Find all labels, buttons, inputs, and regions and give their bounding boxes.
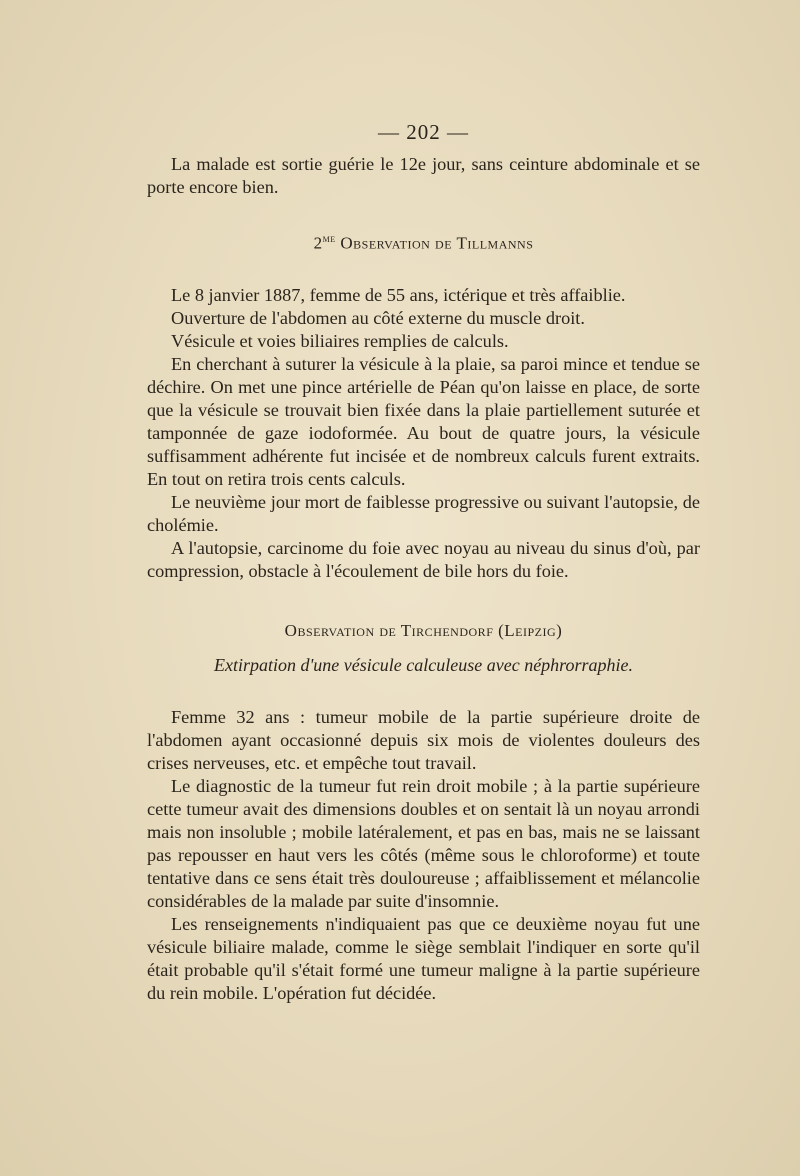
paragraph: Le 8 janvier 1887, femme de 55 ans, ictérique et très affaiblie. [171, 284, 626, 305]
paragraph: Vésicule et voies biliaires remplies de calculs. [171, 330, 509, 351]
section-subtitle: Extirpation d'une vésicule calculeuse avec néphrorraphie. [213, 654, 634, 675]
paragraph: Le diagnostic de la tumeur fut rein droit mobile ; à la partie supérieure cette tumeur avait des dimensions doubles et on sentait là un noyau arrondi mais non insoluble ; mobile latéralement, et pas en bas, mais ne se laissant pas repousser en haut vers les côtés (même sous le chloroforme) et toute tentative dans ce sens était très douloureuse ; affaiblissement et mélancolie considérables de la malade par suite d'insomnie. [147, 775, 700, 911]
paragraph: Les renseignements n'indiquaient pas que ce deuxième noyau fut une vésicule biliaire malade, comme le siège semblait l'indiquer en sorte qu'il était probable qu'il s'était formé une tumeur maligne à la partie supérieure du rein mobile. L'opération fut décidée. [147, 913, 700, 1003]
page-content [147, 120, 700, 1005]
paragraph: Femme 32 ans : tumeur mobile de la partie supérieure droite de l'abdomen ayant occasionné depuis six mois de violentes douleurs des crises nerveuses, etc. et empêche tout travail. [147, 706, 700, 773]
heading-number: 2 [313, 233, 323, 253]
heading-superscript: me [322, 233, 336, 245]
paragraph: Ouverture de l'abdomen au côté externe du muscle droit. [171, 307, 585, 328]
opening-paragraph: La malade est sortie guérie le 12e jour, sans ceinture abdominale et se porte encore bien. [147, 154, 700, 197]
paragraph: A l'autopsie, carcinome du foie avec noyau au niveau du sinus d'où, par compression, obstacle à l'écoulement de bile hors du foie. [147, 537, 700, 581]
paragraph: Le neuvième jour mort de faiblesse progressive ou suivant l'autopsie, de cholémie. [147, 491, 700, 535]
heading-text: Observation de Tillmanns [335, 233, 534, 253]
section-heading-tillmanns [147, 233, 700, 254]
page-number: — 202 — [378, 120, 469, 144]
section-heading-tirchendorf: Observation de Tirchendorf (Leipzig) [284, 620, 563, 640]
paragraph: En cherchant à suturer la vésicule à la plaie, sa paroi mince et tendue se déchire. On met une pince artérielle de Péan qu'on laisse en place, de sorte que la vésicule se trouvait bien fixée dans la plaie partiellement suturée et tamponnée de gaze iodoformée. Au bout de quatre jours, la vésicule suffisamment adhérente fut incisée et de nombreux calculs furent extraits. En tout on retira trois cents calculs. [147, 353, 700, 489]
